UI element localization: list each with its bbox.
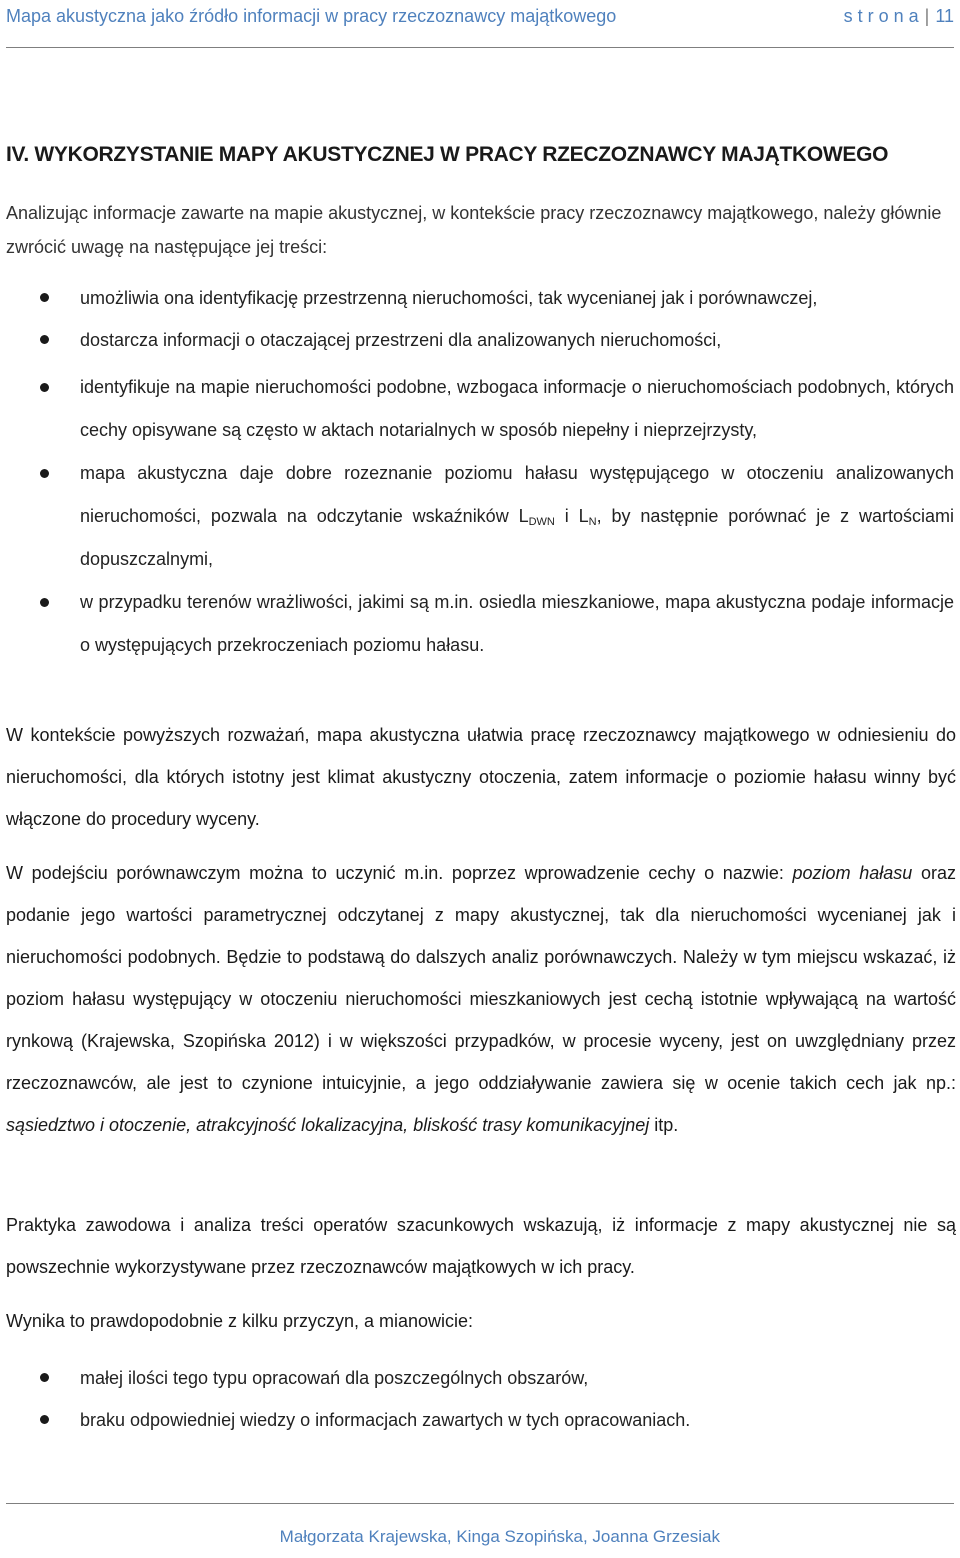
page-label: s t r o n a xyxy=(843,6,919,26)
list-item-text: małej ilości tego typu opracowań dla poszczególnych obszarów, xyxy=(80,1368,589,1388)
italic-text: sąsiedztwo i otoczenie, atrakcyjność lokalizacyjna, bliskość trasy komunikacyjnej xyxy=(6,1115,650,1135)
paragraph-text: W podejściu porównawczym można to uczynić m.in. poprzez wprowadzenie cechy o nazwie: xyxy=(6,863,793,883)
body-paragraph: Wynika to prawdopodobnie z kilku przyczyn, a mianowicie: xyxy=(6,1311,474,1331)
footer-authors: Małgorzata Krajewska, Kinga Szopińska, Joanna Grzesiak xyxy=(279,1527,720,1546)
subscript-n: N xyxy=(588,516,597,528)
header-page-info xyxy=(844,6,954,27)
paragraph-text: oraz podanie jego wartości parametrycznej odczytanej z mapy akustycznej, tak dla nieruchomości wycenianej jak i nieruchomości podobnych. Będzie to podstawą do dalszych analiz porównawczych. Należy w tym miejscu wskazać, iż poziom hałasu występujący w otoczeniu nieruchomości mieszkaniowych jest cechą istotnie wpływającą na wartość rynkową (Krajewska, Szopińska 2012) i w większości przypadków, w procesie wyceny, jest on uwzględniany przez rzeczoznawców, ale jest to czynione intuicyjnie, a jego oddziaływanie zawiera się w ocenie takich cech jak np.: xyxy=(6,863,956,1093)
list-item xyxy=(0,1399,960,1441)
list-item xyxy=(0,581,960,667)
bullet-icon xyxy=(40,1415,49,1424)
list-item-text: dostarcza informacji o otaczającej przestrzeni dla analizowanych nieruchomości, xyxy=(80,330,722,350)
reasons-list xyxy=(0,1357,960,1441)
list-item-text: braku odpowiedniej wiedzy o informacjach zawartych w tych opracowaniach. xyxy=(80,1410,691,1430)
list-item-text: , by następnie porównać je z wartościami dopuszczalnymi, xyxy=(80,506,954,569)
italic-text: poziom hałasu xyxy=(792,863,913,883)
body-paragraph: W kontekście powyższych rozważań, mapa akustyczna ułatwia pracę rzeczoznawcy majątkowego w odniesieniu do nieruchomości, dla których istotny jest klimat akustyczny otoczenia, zatem informacje o poziomie hałasu winny być włączone do procedury wyceny. xyxy=(6,725,956,829)
footer-divider xyxy=(6,1503,954,1504)
page-number: 11 xyxy=(935,6,954,26)
intro-paragraph: Analizując informacje zawarte na mapie akustycznej, w kontekście pracy rzeczoznawcy majątkowego, należy głównie zwrócić uwagę na następujące jej treści: xyxy=(6,203,942,257)
subscript-dwn: DWN xyxy=(528,516,555,528)
bullet-icon xyxy=(40,598,49,607)
list-item-text: umożliwia ona identyfikację przestrzenną nieruchomości, tak wycenianej jak i porównawczej, xyxy=(80,288,818,308)
bullet-icon xyxy=(40,293,49,302)
bullet-icon xyxy=(40,335,49,344)
bullet-icon xyxy=(40,383,49,392)
list-item xyxy=(0,1357,960,1399)
paragraph-text: itp. xyxy=(649,1115,679,1135)
list-item xyxy=(0,282,960,314)
list-item-text: w przypadku terenów wrażliwości, jakimi są m.in. osiedla mieszkaniowe, mapa akustyczna podaje informacje o występujących przekroczeniach poziomu hałasu. xyxy=(80,592,954,655)
list-item xyxy=(0,366,960,452)
list-item-text: i L xyxy=(554,506,589,526)
bullet-icon xyxy=(40,1373,49,1382)
body-paragraph: Praktyka zawodowa i analiza treści operatów szacunkowych wskazują, iż informacje z mapy akustycznej nie są powszechnie wykorzystywane przez rzeczoznawców majątkowych w ich pracy. xyxy=(6,1215,956,1277)
list-item xyxy=(0,452,960,581)
list-item-text: identyfikuje na mapie nieruchomości podobne, wzbogaca informacje o nieruchomościach podobnych, których cechy opisywane są często w aktach notarialnych w sposób niepełny i nieprzejrzysty, xyxy=(80,377,954,440)
bullet-icon xyxy=(40,469,49,478)
header-divider xyxy=(6,47,954,48)
header-title: Mapa akustyczna jako źródło informacji w pracy rzeczoznawcy majątkowego xyxy=(6,6,617,26)
page-header xyxy=(6,6,954,30)
feature-list xyxy=(0,282,960,667)
list-item-text: mapa akustyczna daje dobre rozeznanie poziomu hałasu występującego w otoczeniu analizowanych nieruchomości, pozwala na odczytanie wskaźników L xyxy=(80,463,954,526)
page-separator: | xyxy=(924,6,930,26)
section-title: IV. WYKORZYSTANIE MAPY AKUSTYCZNEJ W PRACY RZECZOZNAWCY MAJĄTKOWEGO xyxy=(6,143,889,166)
body-paragraph xyxy=(6,852,956,1146)
list-item xyxy=(0,324,960,356)
